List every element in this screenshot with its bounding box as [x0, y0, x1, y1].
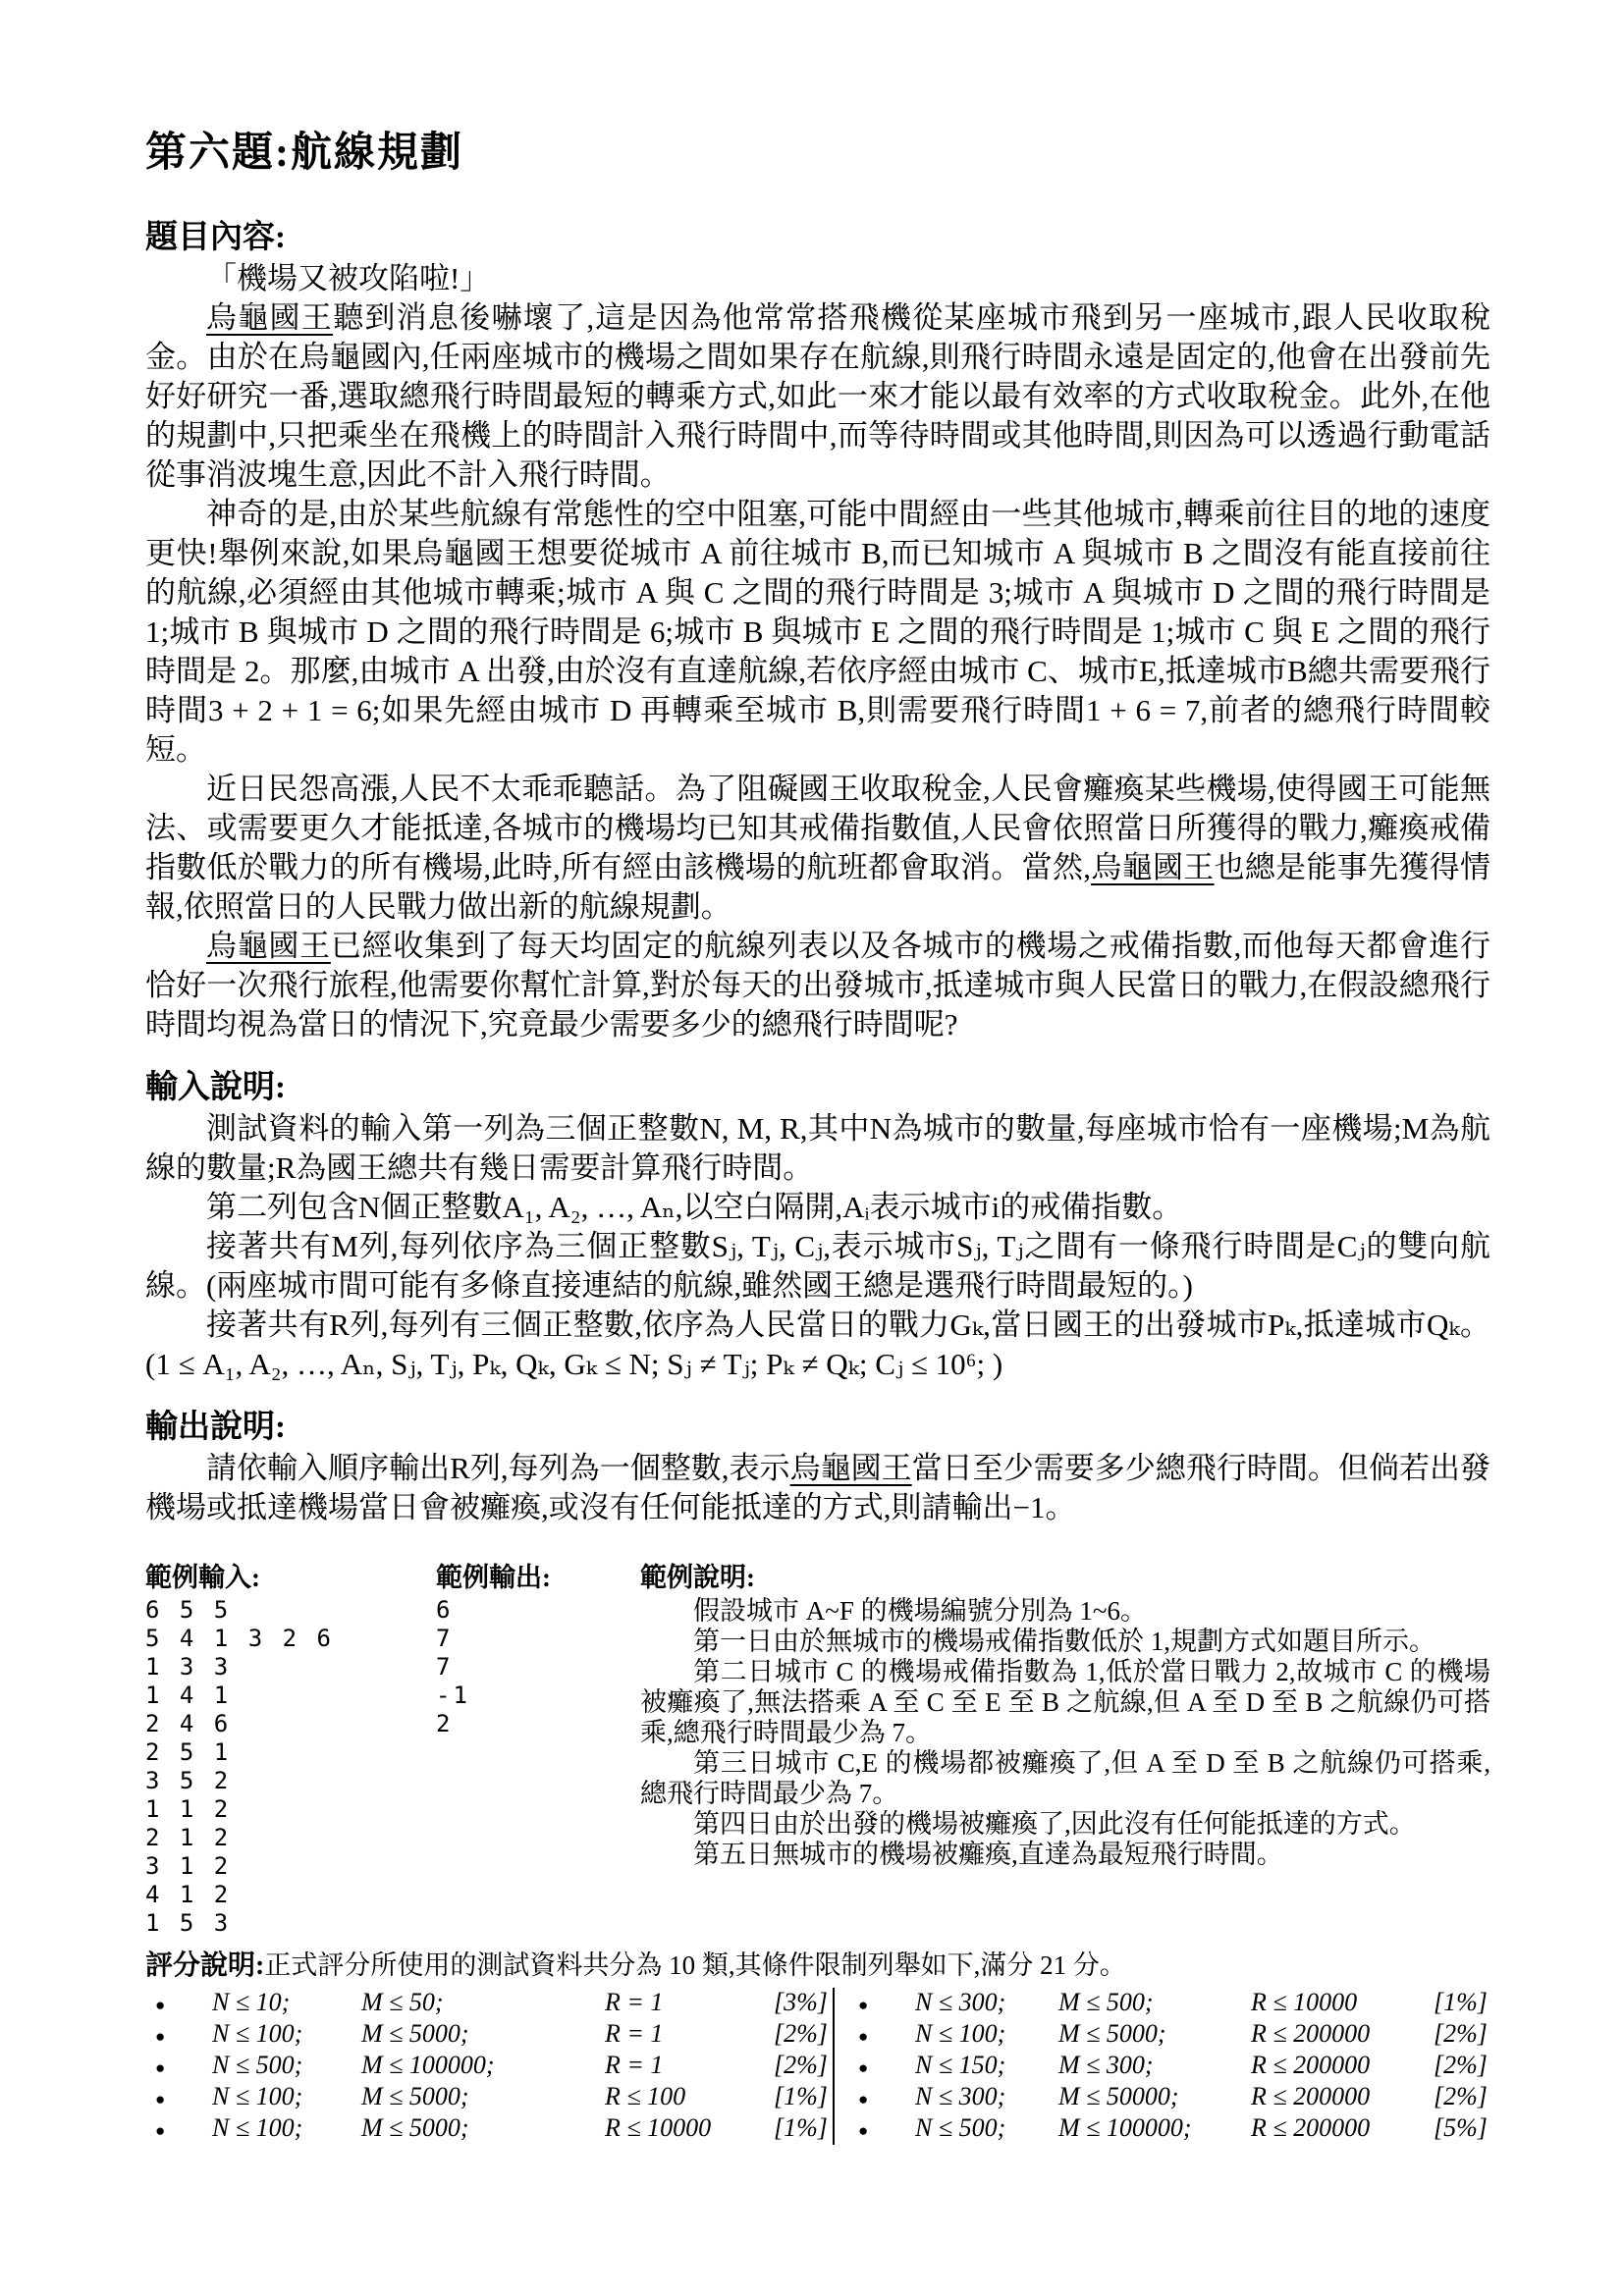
sample-input-line: 3 1 2: [145, 1852, 232, 1880]
sample-output-line: 6: [436, 1596, 454, 1624]
scoring-column-right: [833, 1988, 1490, 2145]
sample-section: [145, 1561, 1490, 1938]
constraint-pct: [1%]: [774, 2113, 828, 2142]
sample-output-heading: 範例輸出:: [436, 1563, 551, 1592]
paragraph-text: 測試資料的輸入第一列為三個正整數N, M, R,其中N為城市的數量,每座城市恰有一座機場;M為航線的數量;R為國王總共有幾日需要計算飛行時間。: [145, 1111, 1490, 1185]
sample-input-line: 2 1 2: [145, 1824, 232, 1851]
paragraph-text: 當日至少需要多少總飛行時間。但倘若出發機場或抵達機場當日會被癱瘓,或沒有任何能抵達的方式,則請輸出−1。: [145, 1451, 1490, 1524]
input-paragraph: [145, 1306, 1490, 1384]
paragraph-text: 「機場又被攻陷啦!」: [206, 261, 491, 295]
constraint-r: R = 1: [605, 1988, 664, 2016]
problem-paragraph: [145, 495, 1490, 770]
section-heading-problem: 題目內容:: [145, 220, 286, 255]
problem-paragraph: [145, 298, 1490, 495]
output-paragraph: [145, 1449, 1490, 1527]
underlined-keyword: 烏龜國王: [206, 300, 334, 335]
sample-input-line: 4 1 2: [145, 1881, 232, 1908]
underlined-keyword: 烏龜國王: [789, 1451, 912, 1485]
sample-explanation-heading: 範例說明:: [640, 1563, 755, 1592]
sample-explanation-column: [640, 1561, 1490, 1870]
problem-paragraph: [145, 770, 1490, 927]
constraint-m: M ≤ 100000;: [361, 2051, 495, 2079]
underlined-keyword: 烏龜國王: [206, 929, 331, 963]
constraint-r: R ≤ 100: [605, 2082, 686, 2110]
constraint-m: M ≤ 5000;: [361, 2082, 469, 2110]
sample-input-line: 3 5 2: [145, 1767, 232, 1794]
sample-explanation: 第四日由於出發的機場被癱瘓了,因此沒有任何能抵達的方式。: [693, 1809, 1416, 1839]
constraint-n: N ≤ 10;: [212, 1988, 291, 2016]
sample-output-line: -1: [436, 1682, 470, 1709]
sample-input-line: 6 5 5: [145, 1596, 232, 1624]
constraint-pct: [1%]: [774, 2082, 828, 2110]
sample-input-line: 2 4 6: [145, 1710, 232, 1737]
score-row: [145, 2051, 833, 2082]
sample-input-line: 2 5 1: [145, 1738, 232, 1766]
bullet-icon: ●: [155, 2058, 166, 2077]
constraint-n: N ≤ 100;: [212, 2082, 303, 2110]
constraint-pct: [2%]: [1434, 2019, 1488, 2048]
sample-input-line: 1 3 3: [145, 1653, 232, 1681]
sample-output-column: [436, 1561, 640, 1738]
constraint-m: M ≤ 50000;: [1058, 2082, 1179, 2110]
constraint-n: N ≤ 100;: [212, 2113, 303, 2142]
constraint-pct: [1%]: [1434, 1988, 1488, 2016]
score-row: [145, 2082, 833, 2113]
constraint-m: M ≤ 5000;: [361, 2113, 469, 2142]
bullet-icon: ●: [155, 2027, 166, 2046]
constraint-n: N ≤ 500;: [915, 2113, 1006, 2142]
scoring-section: [145, 1948, 1490, 2145]
paragraph-text: 接著共有M列,每列依序為三個正整數Sⱼ, Tⱼ, Cⱼ,表示城市Sⱼ, Tⱼ之間有一條飛行時間是Cⱼ的雙向航線。(兩座城市間可能有多條直接連結的航線,雖然國王總是選飛行時間最短的。): [145, 1229, 1490, 1303]
input-paragraph: [145, 1109, 1490, 1188]
section-heading-output: 輸出說明:: [145, 1410, 286, 1445]
sample-output-line: 7: [436, 1625, 454, 1652]
problem-paragraph-quote: [145, 259, 1490, 298]
scoring-column-left: [145, 1988, 833, 2145]
constraint-pct: [3%]: [774, 1988, 828, 2016]
sample-input-line: 1 1 2: [145, 1795, 232, 1823]
constraint-r: R ≤ 10000: [605, 2113, 712, 2142]
constraint-n: N ≤ 500;: [212, 2051, 303, 2079]
sample-input-line: 5 4 1 3 2 6: [145, 1625, 334, 1652]
bullet-icon: ●: [155, 2121, 166, 2140]
constraint-pct: [2%]: [1434, 2082, 1488, 2110]
sample-explanation: 第二日城市 C 的機場戒備指數為 1,低於當日戰力 2,故城市 C 的機場被癱瘓了,無法搭乘 A 至 C 至 E 至 B 之航線,但 A 至 D 至 B 之航線仍可搭乘,總飛行時間最少為 7。: [640, 1657, 1490, 1747]
bullet-icon: ●: [858, 2090, 869, 2109]
scoring-intro-text: 正式評分所使用的測試資料共分為 10 類,其條件限制列舉如下,滿分 21 分。: [264, 1950, 1126, 1980]
sample-explanation: 第一日由於無城市的機場戒備指數低於 1,規劃方式如題目所示。: [693, 1627, 1435, 1656]
constraint-r: R ≤ 200000: [1251, 2082, 1371, 2110]
bullet-icon: ●: [858, 2027, 869, 2046]
constraint-n: N ≤ 150;: [915, 2051, 1006, 2079]
score-row: [848, 1988, 1490, 2019]
constraint-r: R ≤ 200000: [1251, 2113, 1371, 2142]
score-row: [145, 2019, 833, 2051]
paragraph-text: 第二列包含N個正整數A₁, A₂, …, Aₙ,以空白隔開,Aᵢ表示城市i的戒備指數。: [206, 1190, 1183, 1224]
sample-explanation: 第五日無城市的機場被癱瘓,直達為最短飛行時間。: [693, 1840, 1283, 1869]
constraint-m: M ≤ 5000;: [361, 2019, 469, 2048]
paragraph-text: 請依輸入順序輸出R列,每列為一個整數,表示: [206, 1451, 790, 1485]
scoring-intro: [145, 1948, 1490, 1984]
sample-input-heading: 範例輸入:: [145, 1563, 260, 1592]
sample-explanation: 假設城市 A~F 的機場編號分別為 1~6。: [693, 1596, 1147, 1626]
sample-explanation: 第三日城市 C,E 的機場都被癱瘓了,但 A 至 D 至 B 之航線仍可搭乘,總飛行時間最少為 7。: [640, 1748, 1490, 1808]
bullet-icon: ●: [155, 2090, 166, 2109]
scoring-heading: 評分說明:: [145, 1950, 265, 1981]
constraint-pct: [2%]: [774, 2019, 828, 2048]
score-row: [848, 2019, 1490, 2051]
constraint-n: N ≤ 300;: [915, 1988, 1006, 2016]
constraint-r: R ≤ 200000: [1251, 2051, 1371, 2079]
constraint-r: R ≤ 10000: [1251, 1988, 1358, 2016]
sample-input-line: 1 4 1: [145, 1682, 232, 1709]
constraint-pct: [5%]: [1434, 2113, 1488, 2142]
constraint-n: N ≤ 100;: [212, 2019, 303, 2048]
score-row: [848, 2113, 1490, 2145]
paragraph-text: 已經收集到了每天均固定的航線列表以及各城市的機場之戒備指數,而他每天都會進行恰好一次飛行旅程,他需要你幫忙計算,對於每天的出發城市,抵達城市與人民當日的戰力,在假設總飛行時間均視為當日的情況下,究竟最少需要多少的總飛行時間呢?: [145, 929, 1491, 1041]
input-paragraph: [145, 1227, 1490, 1306]
paragraph-text: 神奇的是,由於某些航線有常態性的空中阻塞,可能中間經由一些其他城市,轉乘前往目的地的速度更快!舉例來說,如果烏龜國王想要從城市 A 前往城市 B,而已知城市 A 與城市 B 之間沒有能直接前往的航線,必須經由其他城市轉乘;城市 A 與 C 之間的飛行時間是 3;城市 A 與城市 D 之間的飛行時間是 1;城市 B 與城市 D 之間的飛行時間是 6;城市 B 與城市 E 之間的飛行時間是 1;城市 C 與 E 之間的飛行時間是 2。那麼,由城市 A 出發,由於沒有直達航線,若依序經由城市 C、城市E,抵達城市B總共需要飛行時間3 + 2 + 1 = 6;如果先經由城市 D 再轉乘至城市 B,則需要飛行時間1 + 6 = 7,前者的總飛行時間較短。: [145, 497, 1490, 767]
constraint-n: N ≤ 300;: [915, 2082, 1006, 2110]
page-title: 第六題:航線規劃: [145, 131, 463, 176]
constraint-r: R ≤ 200000: [1251, 2019, 1371, 2048]
bullet-icon: ●: [858, 2058, 869, 2077]
score-row: [848, 2051, 1490, 2082]
constraint-r: R = 1: [605, 2051, 664, 2079]
sample-input-line: 1 5 3: [145, 1909, 232, 1937]
sample-output-line: 7: [436, 1653, 454, 1681]
constraint-m: M ≤ 300;: [1058, 2051, 1154, 2079]
underlined-keyword: 烏龜國王: [1091, 850, 1215, 884]
score-row: [145, 2113, 833, 2145]
paragraph-text: 聽到消息後嚇壞了,這是因為他常常搭飛機從某座城市飛到另一座城市,跟人民收取稅金。由於在烏龜國內,任兩座城市的機場之間如果存在航線,則飛行時間永遠是固定的,他會在出發前先好好研究一番,選取總飛行時間最短的轉乘方式,如此一來才能以最有效率的方式收取稅金。此外,在他的規劃中,只把乘坐在飛機上的時間計入飛行時間中,而等待時間或其他時間,則因為可以透過行動電話從事消波塊生意,因此不計入飛行時間。: [145, 300, 1490, 492]
constraint-n: N ≤ 100;: [915, 2019, 1006, 2048]
problem-paragraph: [145, 927, 1490, 1044]
bullet-icon: ●: [858, 1996, 869, 2014]
sample-input-column: [145, 1561, 436, 1938]
score-row: [145, 1988, 833, 2019]
bullet-icon: ●: [155, 1996, 166, 2014]
constraint-m: M ≤ 100000;: [1058, 2113, 1192, 2142]
sample-output-line: 2: [436, 1710, 454, 1737]
score-row: [848, 2082, 1490, 2113]
constraint-pct: [2%]: [1434, 2051, 1488, 2079]
constraint-m: M ≤ 50;: [361, 1988, 444, 2016]
constraint-m: M ≤ 5000;: [1058, 2019, 1166, 2048]
constraint-m: M ≤ 500;: [1058, 1988, 1154, 2016]
input-paragraph: [145, 1188, 1490, 1227]
paragraph-text: 接著共有R列,每列有三個正整數,依序為人民當日的戰力Gₖ,當日國王的出發城市Pₖ,抵達城市Qₖ。(1 ≤ A₁, A₂, …, Aₙ, Sⱼ, Tⱼ, Pₖ, Qₖ, Gₖ ≤ N; Sⱼ ≠ Tⱼ; Pₖ ≠ Qₖ; Cⱼ ≤ 10⁶; ): [145, 1308, 1490, 1381]
bullet-icon: ●: [858, 2121, 869, 2140]
constraint-r: R = 1: [605, 2019, 664, 2048]
paragraph-text: 近日民怨高漲,人民不太乖乖聽話。為了阻礙國王收取稅金,人民會癱瘓某些機場,使得國王可能無法、或需要更久才能抵達,各城市的機場均已知其戒備指數值,人民會依照當日所獲得的戰力,癱瘓戒備指數低於戰力的所有機場,此時,所有經由該機場的航班都會取消。當然,: [145, 772, 1490, 884]
scoring-columns: [145, 1988, 1490, 2145]
section-heading-input: 輸入說明:: [145, 1070, 286, 1105]
paragraph-text: 也總是能事先獲得情報,依照當日的人民戰力做出新的航線規劃。: [145, 850, 1491, 924]
constraint-pct: [2%]: [774, 2051, 828, 2079]
